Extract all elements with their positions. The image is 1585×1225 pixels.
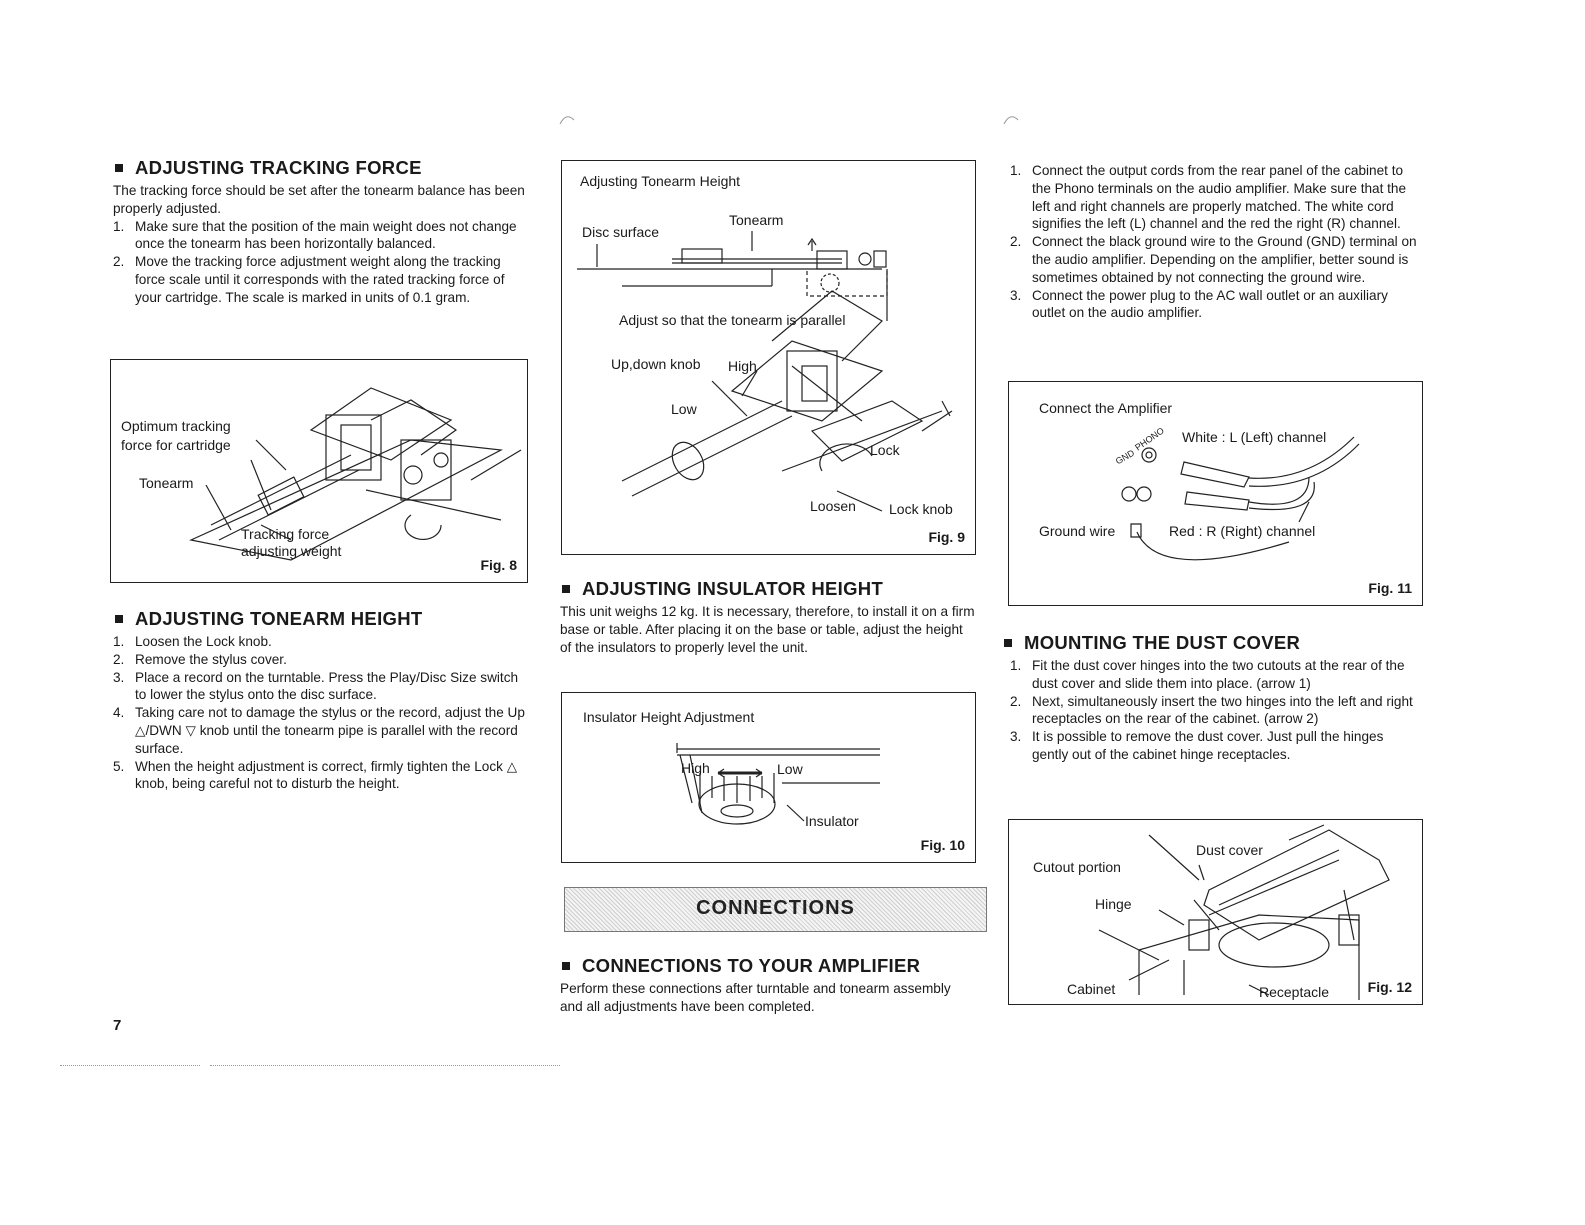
label-ground-wire: Ground wire [1039, 523, 1116, 539]
label-updown-knob: Up,down knob [611, 356, 701, 372]
label-cabinet: Cabinet [1067, 981, 1116, 997]
label-high: High [681, 760, 710, 776]
list-item: 2. Connect the black ground wire to the Ground (GND) terminal on the audio amplifier. Depending on the amplifier, better sound is sometimes obtained by not connecting the ground wire. [1010, 234, 1417, 285]
insulator-heading: ADJUSTING INSULATOR HEIGHT [560, 578, 975, 600]
bullet-square-icon [115, 164, 123, 172]
scan-artifact-line [60, 1065, 200, 1066]
amp-text: Perform these connections after turntable and tonearm assembly and all adjustments have been completed. [560, 981, 951, 1014]
tracking-steps [113, 218, 528, 307]
list-item: 2. Move the tracking force adjustment weight along the tracking force scale until it corresponds with the rated tracking force of your cartridge. The scale is marked in units of 0.1 gram. [113, 254, 505, 305]
bullet-square-icon [115, 615, 123, 623]
label-low: Low [777, 761, 803, 777]
left-column-lower [113, 608, 528, 793]
bullet-square-icon [562, 962, 570, 970]
insulator-text: This unit weighs 12 kg. It is necessary, therefore, to install it on a firm base or table. After placing it on the base or table, adjust the height of the insulators to properly level the unit. [560, 604, 975, 655]
scan-artifact-line [210, 1065, 560, 1066]
page-number: 7 [113, 1017, 122, 1034]
bullet-square-icon [1004, 639, 1012, 647]
list-item: 1. Make sure that the position of the main weight does not change once the tonearm has been horizontally balanced. [113, 218, 517, 252]
tracking-heading: ADJUSTING TRACKING FORCE [113, 157, 528, 179]
fig11-number: Fig. 11 [1368, 580, 1412, 596]
label-white-channel: White : L (Left) channel [1182, 429, 1327, 445]
label-lock-knob: Lock knob [889, 501, 953, 517]
height-heading: ADJUSTING TONEARM HEIGHT [113, 608, 528, 630]
fig9-number: Fig. 9 [928, 529, 965, 545]
bullet-square-icon [562, 585, 570, 593]
scan-mark-icon [1002, 110, 1022, 130]
list-item: 5. When the height adjustment is correct, firmly tighten the Lock △ knob, being careful not to disturb the height. [113, 758, 518, 792]
label-low: Low [671, 401, 697, 417]
fig11-amplifier [1008, 381, 1423, 606]
fig11-title: Connect the Amplifier [1039, 400, 1173, 416]
label-disc-surface: Disc surface [582, 224, 660, 240]
label-optimum-1: Optimum tracking [121, 418, 231, 434]
list-item: 3. Place a record on the turntable. Press the Play/Disc Size switch to lower the stylus onto the disc surface. [113, 669, 519, 703]
label-loosen: Loosen [810, 498, 856, 514]
insulator-section [560, 578, 975, 656]
label-cutout-portion: Cutout portion [1033, 859, 1121, 875]
label-weight-1: Tracking force [241, 526, 330, 542]
dust-heading: MOUNTING THE DUST COVER [1002, 632, 1420, 654]
list-item: 3. Connect the power plug to the AC wall outlet or an auxiliary outlet on the audio amplifier. [1010, 287, 1388, 321]
label-lock: Lock [870, 442, 900, 458]
fig9-tonearm-height [561, 160, 976, 555]
dust-steps [1010, 657, 1420, 764]
insulator-illustration [562, 693, 975, 862]
fig12-dust-cover [1008, 819, 1423, 1005]
label-tonearm: Tonearm [139, 475, 194, 491]
scan-mark-icon [558, 110, 578, 130]
fig9-title: Adjusting Tonearm Height [580, 173, 741, 189]
connections-banner [564, 887, 987, 932]
list-item: 3. It is possible to remove the dust cover. Just pull the hinges gently out of the cabinet hinge receptacles. [1010, 729, 1384, 762]
label-red-channel: Red : R (Right) channel [1169, 523, 1316, 539]
label-gnd: GND [1113, 447, 1137, 467]
amplifier-cables-illustration [1009, 382, 1422, 605]
label-parallel: Adjust so that the tonearm is parallel [619, 312, 846, 328]
label-hinge: Hinge [1095, 896, 1132, 912]
list-item: 2. Next, simultaneously insert the two hinges into the left and right receptacles on the rear of the cabinet. (arrow 2) [1010, 693, 1413, 727]
label-weight-2: adjusting weight [241, 543, 342, 559]
label-dust-cover: Dust cover [1196, 842, 1263, 858]
fig10-number: Fig. 10 [920, 837, 965, 853]
label-tonearm: Tonearm [729, 212, 784, 228]
left-column [113, 157, 528, 307]
list-item: 2. Remove the stylus cover. [113, 651, 287, 667]
list-item: 1. Connect the output cords from the rear panel of the cabinet to the Phono terminals on the audio amplifier. Make sure that the left and right channels are properly matched. The white cord signifies the left (L) channel and the red the right (R) channel. [1010, 163, 1407, 232]
label-optimum-2: force for cartridge [121, 437, 231, 453]
list-item: 4. Taking care not to damage the stylus or the record, adjust the Up △/DWN ▽ knob until the tonearm pipe is parallel with the record surface. [113, 705, 525, 756]
connect-steps-section [1010, 162, 1420, 322]
amp-section [560, 955, 975, 1016]
height-steps [113, 633, 528, 793]
amp-heading: CONNECTIONS TO YOUR AMPLIFIER [560, 955, 975, 977]
list-item: 1. Fit the dust cover hinges into the two cutouts at the rear of the dust cover and slide them into place. (arrow 1) [1010, 658, 1405, 691]
connect-steps [1010, 162, 1420, 322]
fig10-title: Insulator Height Adjustment [583, 709, 755, 725]
banner-title: CONNECTIONS [696, 897, 855, 919]
label-high: High [728, 358, 757, 374]
fig8-tracking-force [110, 359, 528, 583]
dust-section [1010, 632, 1420, 764]
label-insulator: Insulator [805, 813, 859, 829]
label-phono: PHONO [1133, 425, 1166, 453]
tracking-intro: The tracking force should be set after the tonearm balance has been properly adjusted. [113, 183, 525, 216]
fig10-insulator [561, 692, 976, 863]
label-receptacle: Receptacle [1259, 984, 1330, 1000]
fig8-number: Fig. 8 [480, 557, 517, 573]
fig12-number: Fig. 12 [1367, 979, 1412, 995]
list-item: 1. Loosen the Lock knob. [113, 634, 272, 649]
